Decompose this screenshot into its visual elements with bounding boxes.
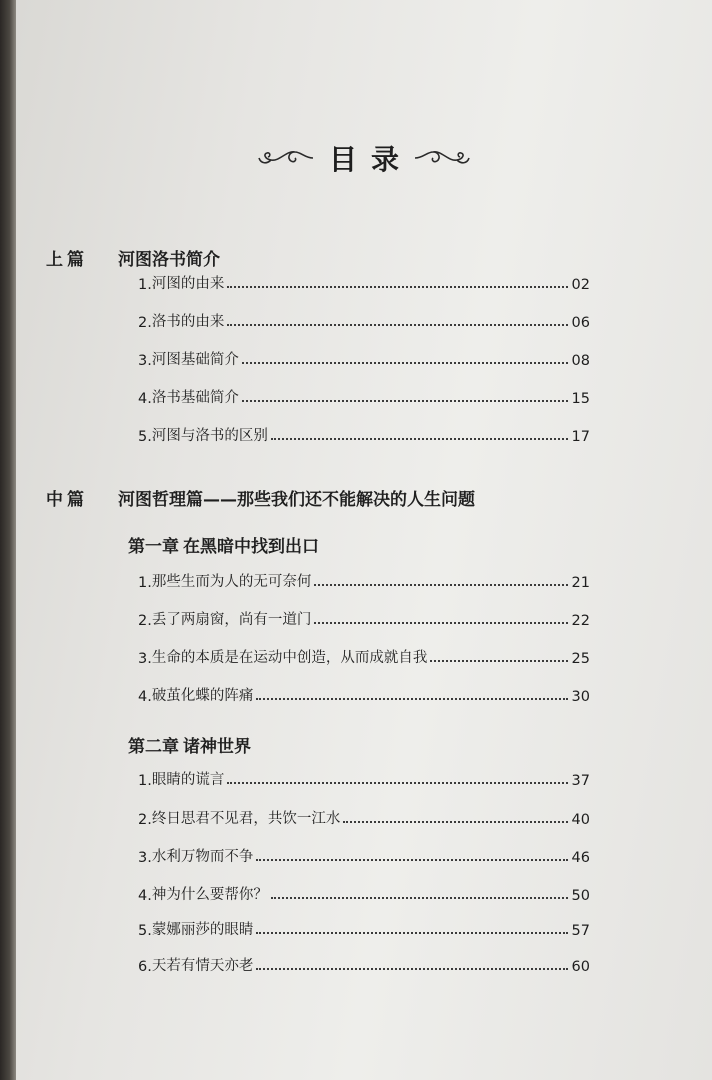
entry-title: 水利万物而不争 xyxy=(151,849,254,865)
entry-number: 2. xyxy=(138,315,152,331)
entry-title: 蒙娜丽莎的眼睛 xyxy=(151,922,254,938)
entry-page: 17 xyxy=(571,429,590,445)
chapter-title: 诸神世界 xyxy=(183,737,251,757)
entry-page: 50 xyxy=(571,888,590,904)
entry-title: 洛书的由来 xyxy=(151,314,225,330)
page-title: 目录 xyxy=(328,143,413,176)
part-heading xyxy=(46,485,475,510)
entry-number: 4. xyxy=(138,888,152,904)
leader-dots xyxy=(314,584,567,586)
toc-entry[interactable] xyxy=(138,607,590,629)
toc-entry[interactable] xyxy=(138,645,590,667)
entry-number: 4. xyxy=(138,391,152,407)
toc-entry[interactable] xyxy=(138,767,590,789)
chapter-title: 在黑暗中找到出口 xyxy=(183,537,319,557)
entry-title: 丢了两扇窗，尚有一道门 xyxy=(151,612,312,628)
entry-page: 60 xyxy=(571,959,590,975)
entry-title: 眼睛的谎言 xyxy=(151,772,225,788)
entry-title: 河图与洛书的区别 xyxy=(151,428,268,444)
right-ornament-icon xyxy=(413,148,471,168)
entry-title: 天若有情天亦老 xyxy=(151,958,254,974)
leader-dots xyxy=(256,698,567,700)
chapter-label: 第二章 xyxy=(128,737,179,757)
entry-page: 40 xyxy=(571,812,590,828)
toc-entry[interactable] xyxy=(138,423,590,445)
entry-title: 那些生而为人的无可奈何 xyxy=(151,574,312,590)
book-spine-shadow xyxy=(0,0,16,1080)
toc-entry[interactable] xyxy=(138,953,590,975)
leader-dots xyxy=(242,362,568,364)
part-title: 河图哲理篇——那些我们还不能解决的人生问题 xyxy=(118,490,475,510)
chapter-heading xyxy=(128,732,251,757)
entry-number: 4. xyxy=(138,689,152,705)
entry-number: 3. xyxy=(138,850,152,866)
entry-title: 生命的本质是在运动中创造，从而成就自我 xyxy=(151,650,428,666)
entry-number: 1. xyxy=(138,575,152,591)
part-heading xyxy=(46,245,220,270)
toc-page xyxy=(16,0,712,1080)
entry-title: 破茧化蝶的阵痛 xyxy=(151,688,254,704)
toc-entry[interactable] xyxy=(138,569,590,591)
entry-page: 25 xyxy=(571,651,590,667)
left-ornament-icon xyxy=(257,148,315,168)
entry-page: 22 xyxy=(571,613,590,629)
entry-page: 46 xyxy=(571,850,590,866)
leader-dots xyxy=(227,286,567,288)
toc-entry[interactable] xyxy=(138,844,590,866)
entry-number: 2. xyxy=(138,613,152,629)
entry-number: 1. xyxy=(138,277,152,293)
leader-dots xyxy=(430,660,567,662)
leader-dots xyxy=(256,932,567,934)
leader-dots xyxy=(256,859,567,861)
entry-number: 5. xyxy=(138,923,152,939)
leader-dots xyxy=(256,968,567,970)
leader-dots xyxy=(343,821,567,823)
toc-header xyxy=(16,138,712,178)
toc-entry[interactable] xyxy=(138,917,590,939)
chapter-heading xyxy=(128,532,319,557)
leader-dots xyxy=(271,438,568,440)
leader-dots xyxy=(271,897,568,899)
entry-number: 2. xyxy=(138,812,152,828)
entry-page: 37 xyxy=(571,773,590,789)
entry-page: 15 xyxy=(571,391,590,407)
toc-entry[interactable] xyxy=(138,882,590,904)
entry-page: 57 xyxy=(571,923,590,939)
part-title: 河图洛书简介 xyxy=(118,250,220,270)
entry-page: 30 xyxy=(571,689,590,705)
entry-title: 洛书基础简介 xyxy=(151,390,239,406)
entry-page: 02 xyxy=(571,277,590,293)
toc-entry[interactable] xyxy=(138,385,590,407)
toc-entry[interactable] xyxy=(138,683,590,705)
leader-dots xyxy=(227,324,567,326)
entry-number: 5. xyxy=(138,429,152,445)
entry-title: 河图的由来 xyxy=(151,276,225,292)
toc-entry[interactable] xyxy=(138,347,590,369)
entry-page: 08 xyxy=(571,353,590,369)
entry-title: 终日思君不见君，共饮一江水 xyxy=(151,811,341,827)
leader-dots xyxy=(227,782,567,784)
entry-title: 河图基础简介 xyxy=(151,352,239,368)
leader-dots xyxy=(242,400,568,402)
leader-dots xyxy=(314,622,567,624)
toc-entry[interactable] xyxy=(138,271,590,293)
entry-number: 3. xyxy=(138,353,152,369)
entry-number: 6. xyxy=(138,959,152,975)
entry-number: 1. xyxy=(138,773,152,789)
entry-number: 3. xyxy=(138,651,152,667)
part-label: 中篇 xyxy=(46,490,88,510)
chapter-label: 第一章 xyxy=(128,537,179,557)
entry-title: 神为什么要帮你？ xyxy=(151,887,268,903)
entry-page: 21 xyxy=(571,575,590,591)
entry-page: 06 xyxy=(571,315,590,331)
part-label: 上篇 xyxy=(46,250,88,270)
toc-entry[interactable] xyxy=(138,309,590,331)
toc-entry[interactable] xyxy=(138,806,590,828)
